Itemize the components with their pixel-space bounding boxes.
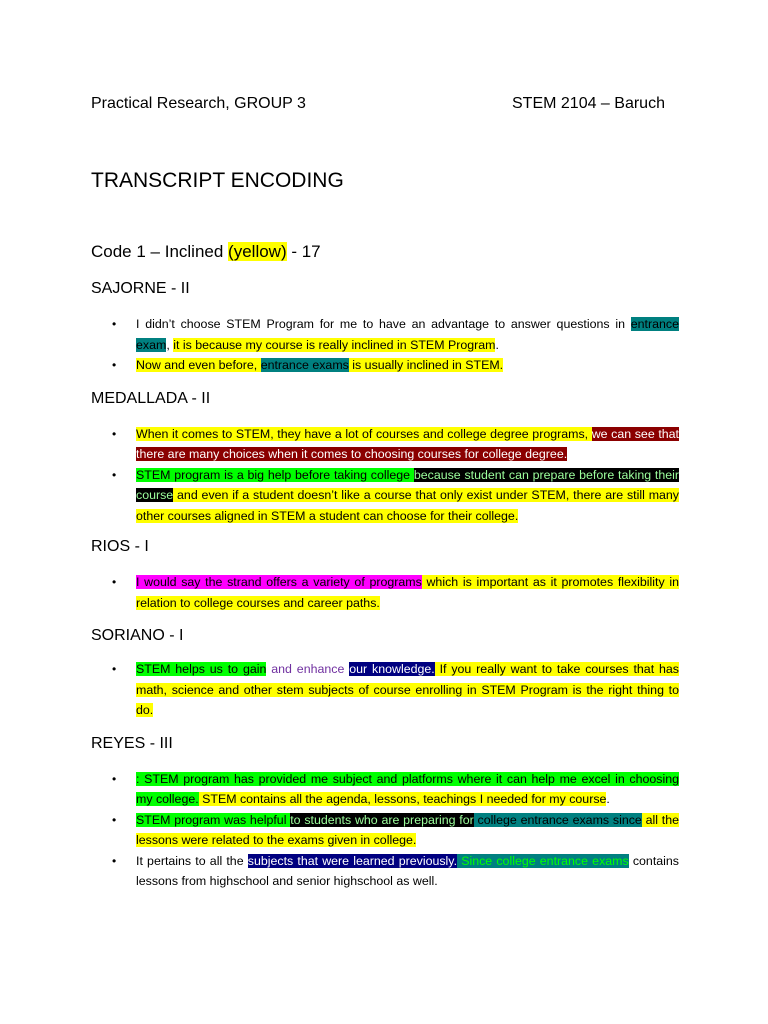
quote-segment: is usually inclined in STEM. — [348, 358, 504, 372]
speaker-name: MEDALLADA - II — [91, 389, 211, 407]
bullet-item — [91, 769, 679, 810]
bullet-icon: • — [112, 812, 117, 827]
code-heading — [91, 242, 321, 262]
quote-segment: Since college entrance exams — [457, 853, 629, 868]
quote-segment: I would say the strand offers a variety of programs — [136, 575, 422, 589]
code-suffix: - 17 — [286, 242, 321, 261]
bullet-item — [91, 810, 679, 851]
bullet-list — [91, 314, 679, 376]
speaker-name: RIOS - I — [91, 538, 149, 555]
code-highlight: (yellow) — [228, 242, 287, 261]
quote-segment: contains lessons from highschool and senior highschool as well. — [136, 853, 679, 888]
quote-segment: to students who are preparing for — [290, 812, 474, 827]
transcript-content — [91, 278, 679, 892]
quote-segment: . — [606, 792, 610, 806]
quote-segment: we can see that there are many choices when it comes to choosing courses for college degree. — [136, 426, 679, 461]
bullet-icon: • — [112, 426, 117, 441]
quote-segment: I didn’t choose STEM Program for me to have an advantage to answer questions in — [136, 317, 631, 331]
quote-segment: . — [495, 337, 499, 352]
bullet-item — [91, 659, 679, 721]
quote-segment: entrance exams — [260, 358, 349, 372]
quote-segment: , — [166, 337, 174, 352]
bullet-icon: • — [112, 853, 117, 868]
quote-segment: and enhance — [266, 662, 350, 676]
speaker-section — [91, 733, 679, 892]
quote-segment: STEM contains all the agenda, lessons, teachings I needed for my course — [198, 792, 607, 806]
speaker-name: REYES - III — [91, 734, 173, 752]
bullet-icon: • — [112, 771, 117, 786]
quote-segment: because student can prepare before taking their course — [136, 467, 679, 502]
speaker-section — [91, 536, 679, 613]
quote-segment: It pertains to all the — [136, 853, 248, 868]
bullet-item — [91, 314, 679, 355]
bullet-list — [91, 572, 679, 613]
bullet-icon: • — [112, 575, 117, 589]
quote-segment: : STEM program has provided me subject and platforms where it can help me excel in choosing my college. — [136, 771, 679, 806]
quote-segment: college entrance exams since — [473, 812, 642, 827]
speaker-section — [91, 388, 679, 527]
bullet-list — [91, 424, 679, 527]
quote-segment: which is important as it promotes flexibility in relation to college courses and career paths. — [136, 575, 679, 610]
bullet-item — [91, 465, 679, 527]
quote-segment: and even if a student doesn’t like a course that only exist under STEM, there are still many other courses aligned in STEM a student can choose for their college. — [136, 488, 679, 523]
speaker-section — [91, 278, 679, 376]
quote-segment: STEM program is a big help before taking college — [136, 467, 414, 482]
bullet-item — [91, 851, 679, 892]
quote-segment: If you really want to take courses that has math, science and other stem subjects of course enrolling in STEM Program is the right thing to do. — [136, 662, 679, 717]
quote-segment: it is because my course is really inclined in STEM Program — [173, 337, 496, 352]
quote-segment: our knowledge. — [349, 662, 435, 676]
quote-segment: STEM program was helpful — [136, 812, 291, 827]
quote-segment: Now and even before, — [136, 358, 261, 372]
bullet-item — [91, 572, 679, 613]
bullet-icon: • — [112, 317, 117, 331]
speaker-name: SORIANO - I — [91, 627, 184, 644]
bullet-item — [91, 355, 679, 376]
bullet-icon: • — [112, 358, 117, 372]
bullet-icon: • — [112, 467, 117, 482]
bullet-list — [91, 769, 679, 892]
document-title: TRANSCRIPT ENCODING — [91, 169, 344, 192]
quote-segment: subjects that were learned previously. — [247, 853, 458, 868]
speaker-name: SAJORNE - II — [91, 280, 190, 297]
bullet-icon: • — [112, 662, 117, 676]
quote-segment: all the lessons were related to the exams given in college. — [136, 812, 679, 847]
bullet-item — [91, 424, 679, 465]
header-right: STEM 2104 – Baruch — [512, 95, 665, 112]
quote-segment: entrance exam — [136, 317, 679, 352]
code-prefix: Code 1 – Inclined — [91, 242, 229, 261]
quote-segment: When it comes to STEM, they have a lot of courses and college degree programs, — [136, 426, 592, 441]
header-left: Practical Research, GROUP 3 — [91, 95, 306, 112]
speaker-section — [91, 625, 679, 721]
quote-segment: STEM helps us to gain — [136, 662, 267, 676]
bullet-list — [91, 659, 679, 721]
